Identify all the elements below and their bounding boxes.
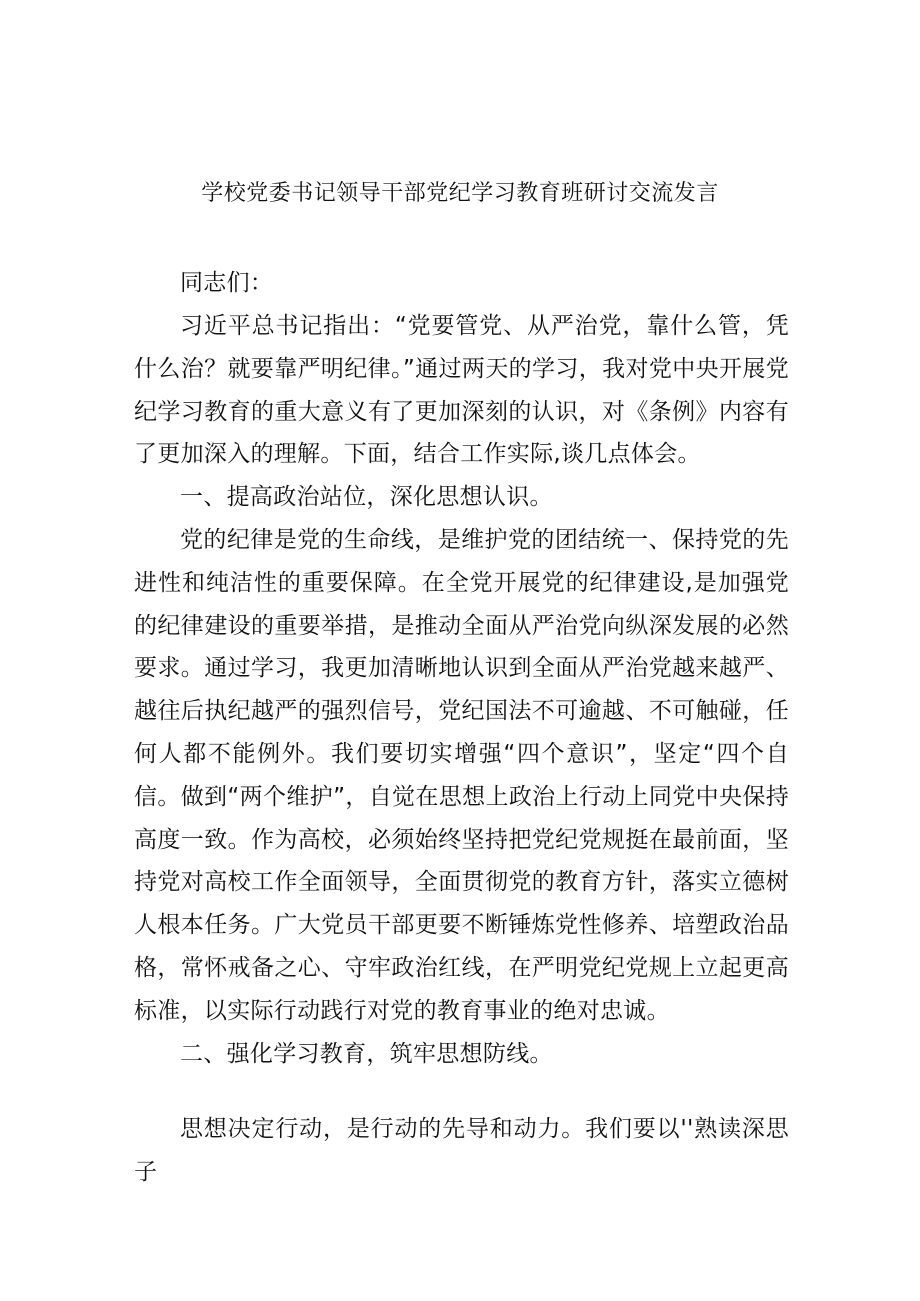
body-paragraph-continued: [134, 1108, 789, 1194]
body-paragraphs: [134, 305, 789, 1075]
paragraph-intro: 习近平总书记指出：“党要管党、从严治党，靠什么管，凭什么治？就要靠严明纪律。”通过两天的学习，我对党中央开展党纪学习教育的重大意义有了更加深刻的认识，对《条例》内容有了更加深入的理解。下面，结合工作实际,谈几点体会。: [134, 313, 789, 468]
section-heading-2: 二、强化学习教育，筑牢思想防线。: [180, 1040, 553, 1067]
paragraph-section-1: 党的纪律是党的生命线，是维护党的团结统一、保持党的先进性和纯洁性的重要保障。在全党开展党的纪律建设,是加强党的纪律建设的重要举措，是推动全面从严治党向纵深发展的必然要求。通过学习，我更加清晰地认识到全面从严治党越来越严、越往后执纪越严的强烈信号，党纪国法不可逾越、不可触碰，任何人都不能例外。我们要切实增强“四个意识”，坚定“四个自信。做到“两个维护”，自觉在思想上政治上行动上同党中央保持高度一致。作为高校，必须始终坚持把党纪党规挺在最前面，坚持党对高校工作全面领导，全面贯彻党的教育方针，落实立德树人根本任务。广大党员干部更要不断锤炼党性修养、培塑政治品格，常怀戒备之心、守牢政治红线，在严明党纪党规上立起更高标准，以实际行动践行对党的教育事业的绝对忠诚。: [134, 526, 789, 1024]
paragraph-section-2: 思想决定行动，是行动的先导和动力。我们要以''熟读深思子: [134, 1116, 789, 1185]
greeting: [134, 262, 789, 305]
document-title: 学校党委书记领导干部党纪学习教育班研讨交流发言: [201, 181, 719, 206]
section-heading-1: 一、提高政治站位，深化思想认识。: [180, 484, 553, 511]
greeting-text: 同志们：: [180, 270, 274, 296]
